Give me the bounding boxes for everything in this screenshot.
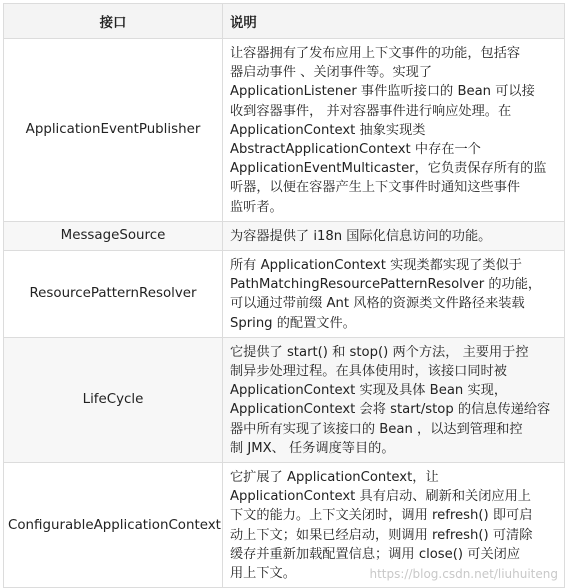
interface-table bbox=[3, 3, 565, 588]
description-line: ApplicationContext 具有启动、刷新和关闭应用上 bbox=[230, 489, 531, 505]
description-line: 制异步处理过程。在具体使用时，该接口同时被 bbox=[230, 364, 507, 380]
description-line: 制 JMX、 任务调度等目的。 bbox=[230, 440, 395, 456]
description-line: 它提供了 start() 和 stop() 两个方法， 主要用于控 bbox=[230, 344, 529, 360]
table-header-row bbox=[4, 4, 565, 39]
description-line: 用上下文。 bbox=[230, 566, 296, 582]
interface-description bbox=[223, 251, 565, 338]
interface-name: MessageSource bbox=[4, 221, 223, 250]
description-line: ApplicationContext 实现及具体 Bean 实现， bbox=[230, 383, 508, 399]
description-line: Spring 的配置文件。 bbox=[230, 315, 356, 331]
interface-name: ConfigurableApplicationContext bbox=[4, 463, 223, 588]
table-row bbox=[4, 251, 565, 338]
description-line: 器中所有实现了该接口的 Bean ，以达到管理和控 bbox=[230, 421, 523, 437]
description-line: 缓存并重新加载配置信息；调用 close() 可关闭应 bbox=[230, 546, 521, 562]
description-line: 为容器提供了 i18n 国际化信息访问的功能。 bbox=[230, 228, 492, 244]
interface-description bbox=[223, 337, 565, 462]
watermark-text: https://blog.csdn.net/liuhuiteng bbox=[369, 567, 558, 581]
description-line: ApplicationContext 抽象实现类 bbox=[230, 122, 426, 138]
description-line: 可以通过带前缀 Ant 风格的资源类文件路径来装载 bbox=[230, 296, 525, 312]
description-line: 器启动事件 、关闭事件等。实现了 bbox=[230, 65, 433, 81]
description-line: 下文的能力。上下文关闭时，调用 refresh() 即可启 bbox=[230, 508, 533, 524]
description-line: AbstractApplicationContext 中存在一个 bbox=[230, 142, 481, 158]
description-line: 收到容器事件， 并对容器事件进行响应处理。在 bbox=[230, 103, 512, 119]
header-interface: 接口 bbox=[4, 4, 223, 39]
table-row bbox=[4, 39, 565, 222]
description-line: ApplicationEventMulticaster，它负责保存所有的监 bbox=[230, 161, 547, 177]
interface-name: ApplicationEventPublisher bbox=[4, 39, 223, 222]
interface-name: LifeCycle bbox=[4, 337, 223, 462]
description-line: 让容器拥有了发布应用上下文事件的功能，包括容 bbox=[230, 46, 521, 61]
description-line: 听器，以便在容器产生上下文事件时通知这些事件 bbox=[230, 180, 521, 196]
table-row bbox=[4, 221, 565, 250]
interface-name: ResourcePatternResolver bbox=[4, 251, 223, 338]
description-line: 它扩展了 ApplicationContext，让 bbox=[230, 470, 439, 486]
table-row bbox=[4, 337, 565, 462]
description-line: 所有 ApplicationContext 实现类都实现了类似于 bbox=[230, 258, 522, 274]
description-line: ApplicationListener 事件监听接口的 Bean 可以接 bbox=[230, 84, 535, 100]
header-description: 说明 bbox=[223, 4, 565, 39]
description-line: PathMatchingResourcePatternResolver 的功能， bbox=[230, 277, 542, 293]
description-line: 动上下文；如果已经启动，则调用 refresh() 可清除 bbox=[230, 527, 533, 543]
interface-description bbox=[223, 221, 565, 250]
interface-description bbox=[223, 39, 565, 222]
description-line: 监听者。 bbox=[230, 199, 283, 215]
description-line: ApplicationContext 会将 start/stop 的信息传递给容 bbox=[230, 402, 551, 418]
